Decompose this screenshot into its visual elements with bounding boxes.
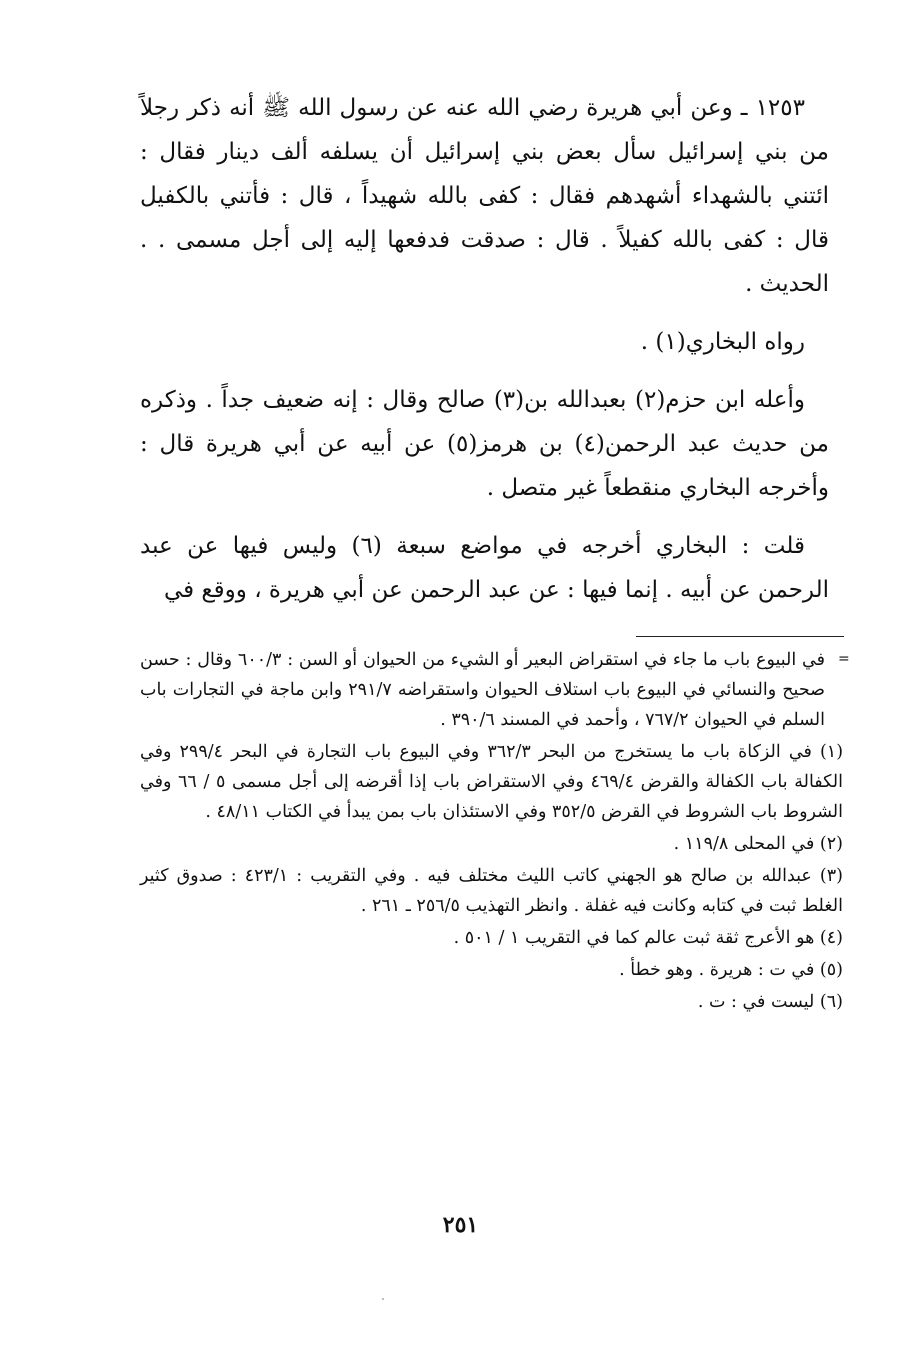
- footnote-1: (١) في الزكاة باب ما يستخرج من البحر ٣٦٢/٣ وفي البيوع باب التجارة في البحر ٢٩٩/٤ وفي الكفالة باب الكفالة والقرض ٤٦٩/٤ وفي الاستقراض باب إذا أقرضه إلى أجل مسمى ٥ / ٦٦ وفي الشروط باب الشروط في القرض ٣٥٢/٥ وفي الاستئذان باب بمن يبدأ في الكتاب ٤٨/١١ .: [140, 742, 844, 822]
- footnote-separator: [636, 636, 844, 637]
- footnote-5: (٥) في ت : هريرة . وهو خطأ .: [619, 960, 843, 980]
- footnote-3: (٣) عبدالله بن صالح هو الجهني كاتب الليث مختلف فيه . وفي التقريب : ٤٢٣/١ : صدوق كثير الغلط ثبت في كتابه وكانت فيه غفلة . وانظر التهذيب ٢٥٦/٥ ـ ٢٦١ .: [140, 866, 843, 916]
- narration-line: رواه البخاري(١) .: [640, 329, 805, 355]
- continuation-marker: =: [838, 651, 850, 667]
- footnote-2: (٢) في المحلى ١١٩/٨ .: [673, 834, 843, 854]
- hadith-paragraph: ١٢٥٣ ـ وعن أبي هريرة رضي الله عنه عن رسول الله ﷺ أنه ذكر رجلاً من بني إسرائيل سأل بعض بني إسرائيل أن يسلفه ألف دينار فقال : ائتني بالشهداء أشهدهم فقال : كفى بالله شهيداً ، قال : فأتني بالكفيل قال : كفى بالله كفيلاً . قال : صدقت فدفعها إليه إلى أجل مسمى . . الحديث .: [140, 95, 829, 297]
- author-note-paragraph: قلت : البخاري أخرجه في مواضع سبعة (٦) وليس فيها عن عبد الرحمن عن أبيه . إنما فيها : عن عبد الرحمن عن أبي هريرة ، ووقع في: [140, 533, 829, 603]
- footnote-4: (٤) هو الأعرج ثقة ثبت عالم كما في التقريب ١ / ٥٠١ .: [453, 928, 843, 948]
- scan-speck: [382, 1298, 384, 1300]
- footnote-6: (٦) ليست في : ت .: [697, 992, 843, 1012]
- commentary-paragraph: وأعله ابن حزم(٢) بعبدالله بن(٣) صالح وقال : إنه ضعيف جداً . وذكره من حديث عبد الرحمن(٤) بن هرمز(٥) عن أبيه عن أبي هريرة قال : وأخرجه البخاري منقطعاً غير متصل .: [140, 387, 829, 501]
- footnotes: [140, 645, 843, 1019]
- footnote-continued: في البيوع باب ما جاء في استقراض البعير أو الشيء من الحيوان أو السن : ٦٠٠/٣ وقال : حسن صحيح والنسائي في البيوع باب استلاف الحيوان واستقراضه ٢٩١/٧ وابن ماجة في التجارات باب السلم في الحيوان ٧٦٧/٢ ، وأحمد في المسند ٣٩٠/٦ .: [140, 650, 825, 730]
- page-number: ٢٥١: [442, 1212, 479, 1238]
- main-text: [140, 86, 829, 612]
